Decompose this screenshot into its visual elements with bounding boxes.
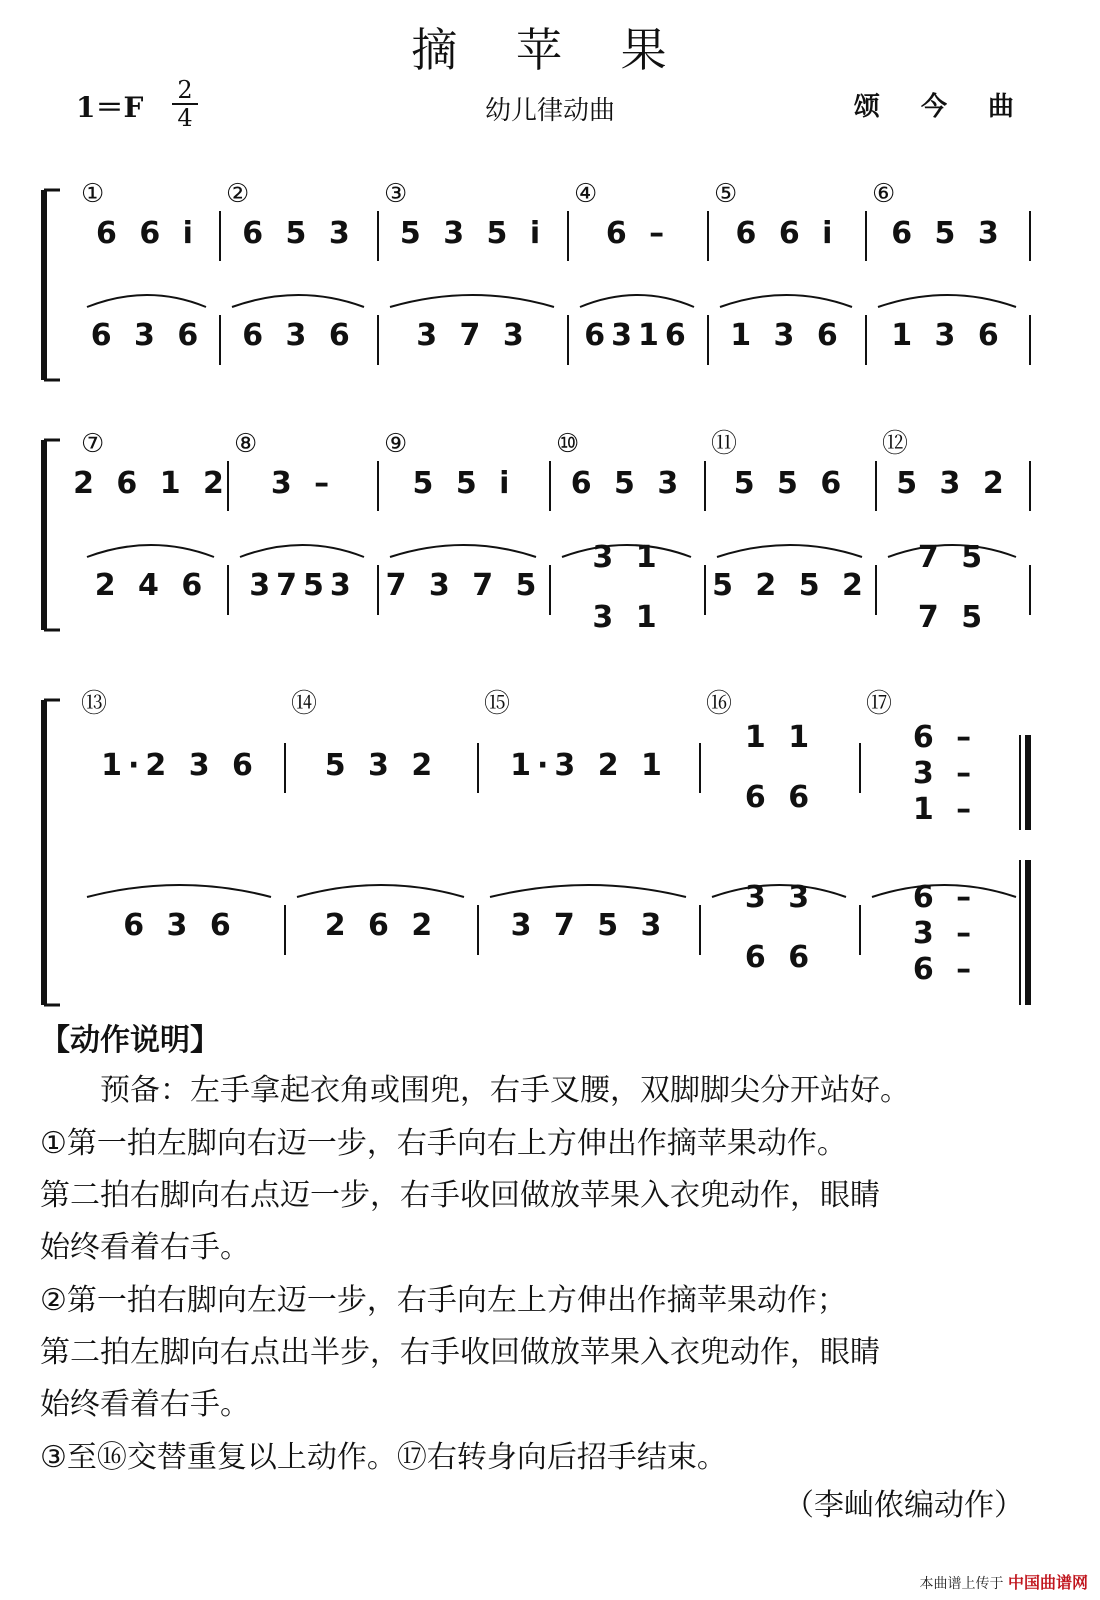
slur [240, 545, 364, 557]
lower-voice-notes: 6 3 6 [90, 318, 205, 353]
time-signature-denominator: 4 [177, 104, 193, 132]
slur [878, 295, 1016, 307]
watermark-text: 本曲谱上传于 [919, 1576, 1004, 1592]
lower-voice-notes: 3 1 [592, 600, 663, 635]
measure-number: ② [226, 179, 250, 209]
measure-number: ⑫ [882, 429, 909, 459]
upper-voice-notes: 1·2 3 6 [101, 748, 259, 783]
upper-voice-notes: 6 6 [744, 780, 816, 815]
watermark [920, 1570, 1088, 1593]
upper-voice-notes: 5 3 5 i [399, 216, 547, 251]
upper-voice-notes: 5 3 2 [324, 748, 439, 783]
upper-voice-notes: 5 5 6 [733, 466, 848, 501]
upper-voice-notes: 2 6 1 2 [73, 466, 230, 501]
slur [390, 295, 554, 307]
page-title: 摘 苹 果 [411, 23, 689, 77]
lower-voice-notes: 3 1 [592, 540, 663, 575]
slur [87, 545, 214, 557]
instruction-line: ①第一拍左脚向右迈一步，右手向右上方伸出作摘苹果动作。 [40, 1126, 847, 1161]
lower-voice-notes: 6 3 6 [242, 318, 356, 353]
upper-voice-notes: 6 – [605, 216, 671, 251]
lower-voice-notes: 7 5 [917, 540, 989, 575]
measure-number: ⑭ [291, 689, 318, 719]
measure-number: ④ [574, 179, 598, 209]
upper-voice-notes: 1 1 [744, 720, 816, 755]
lower-voice-notes: 7 5 [917, 600, 989, 635]
upper-voice-notes: 1·3 2 1 [510, 748, 668, 783]
choreography-credit: （李屾侬编动作） [784, 1488, 1024, 1523]
slur [490, 885, 686, 897]
lower-voice-notes: 7 3 7 5 [385, 568, 543, 603]
lower-voice-notes: 3 – [912, 916, 978, 951]
lower-voice-notes: 6 6 [744, 940, 816, 975]
lower-voice-notes: 3 7 5 3 [510, 908, 668, 943]
upper-voice-notes: 6 5 3 [570, 466, 685, 501]
instruction-line: 第二拍右脚向右点迈一步，右手收回做放苹果入衣兜动作，眼睛 [40, 1178, 880, 1213]
measure-number: ⑰ [866, 689, 893, 719]
lower-voice-notes: 3753 [249, 568, 357, 603]
upper-voice-notes: 1 – [912, 792, 978, 827]
measure-number: ⑬ [81, 689, 108, 719]
lower-voice-notes: 6316 [584, 318, 692, 353]
instructions-heading: 【动作说明】 [40, 1023, 220, 1058]
upper-voice-notes: 6 – [912, 720, 978, 755]
upper-voice-notes: 5 5 i [412, 466, 516, 501]
lower-voice-notes: 2 6 2 [324, 908, 439, 943]
subtitle: 幼儿律动曲 [484, 96, 615, 126]
lower-voice-notes: 6 – [912, 952, 978, 987]
lower-voice-notes: 5 2 5 2 [712, 568, 869, 603]
slur [87, 885, 271, 897]
upper-voice-notes: 6 5 3 [891, 216, 1005, 251]
lower-voice-notes: 3 7 3 [416, 318, 530, 353]
time-signature-numerator: 2 [177, 76, 193, 104]
upper-voice-notes: 6 6 i [96, 216, 199, 251]
key-signature: 1＝F [76, 91, 144, 124]
slur [390, 545, 536, 557]
slur [297, 885, 464, 897]
measure-number: ① [81, 179, 105, 209]
upper-voice-notes: 3 – [270, 466, 336, 501]
slur [720, 295, 852, 307]
slur [87, 295, 206, 307]
measure-number: ⑨ [384, 429, 408, 459]
upper-voice-notes: 6 6 i [735, 216, 839, 251]
lower-voice-notes: 2 4 6 [94, 568, 209, 603]
instruction-line: 预备：左手拿起衣角或围兜，右手叉腰，双脚脚尖分开站好。 [100, 1073, 910, 1108]
measure-number: ⑮ [484, 689, 511, 719]
instruction-line: 始终看着右手。 [40, 1230, 250, 1265]
instruction-line: ②第一拍右脚向左迈一步，右手向左上方伸出作摘苹果动作； [40, 1283, 847, 1318]
lower-voice-notes: 6 3 6 [123, 908, 237, 943]
upper-voice-notes: 5 3 2 [896, 466, 1010, 501]
slur [717, 545, 862, 557]
measure-number: ③ [384, 179, 408, 209]
lower-voice-notes: 1 3 6 [730, 318, 844, 353]
instruction-line: 第二拍左脚向右点出半步，右手收回做放苹果入衣兜动作，眼睛 [40, 1335, 880, 1370]
measure-number: ⑪ [711, 429, 738, 459]
composer: 颂 今 曲 [853, 92, 1030, 122]
measure-number: ⑯ [706, 689, 733, 719]
slur [580, 295, 694, 307]
slur [232, 295, 364, 307]
lower-voice-notes: 3 3 [744, 880, 816, 915]
measure-number: ⑧ [234, 429, 258, 459]
upper-voice-notes: 3 – [912, 756, 978, 791]
measure-number: ⑤ [714, 179, 738, 209]
watermark-brand: 中国曲谱网 [1007, 1573, 1088, 1592]
upper-voice-notes: 6 5 3 [242, 216, 356, 251]
measure-number: ⑦ [81, 429, 105, 459]
lower-voice-notes: 6 – [912, 880, 978, 915]
instruction-line: 始终看着右手。 [40, 1387, 250, 1422]
lower-voice-notes: 1 3 6 [891, 318, 1005, 353]
measure-number: ⑩ [556, 429, 580, 459]
music-score [0, 150, 1100, 1010]
measure-number: ⑥ [872, 179, 896, 209]
instruction-line: ③至⑯交替重复以上动作。⑰右转身向后招手结束。 [40, 1440, 727, 1475]
